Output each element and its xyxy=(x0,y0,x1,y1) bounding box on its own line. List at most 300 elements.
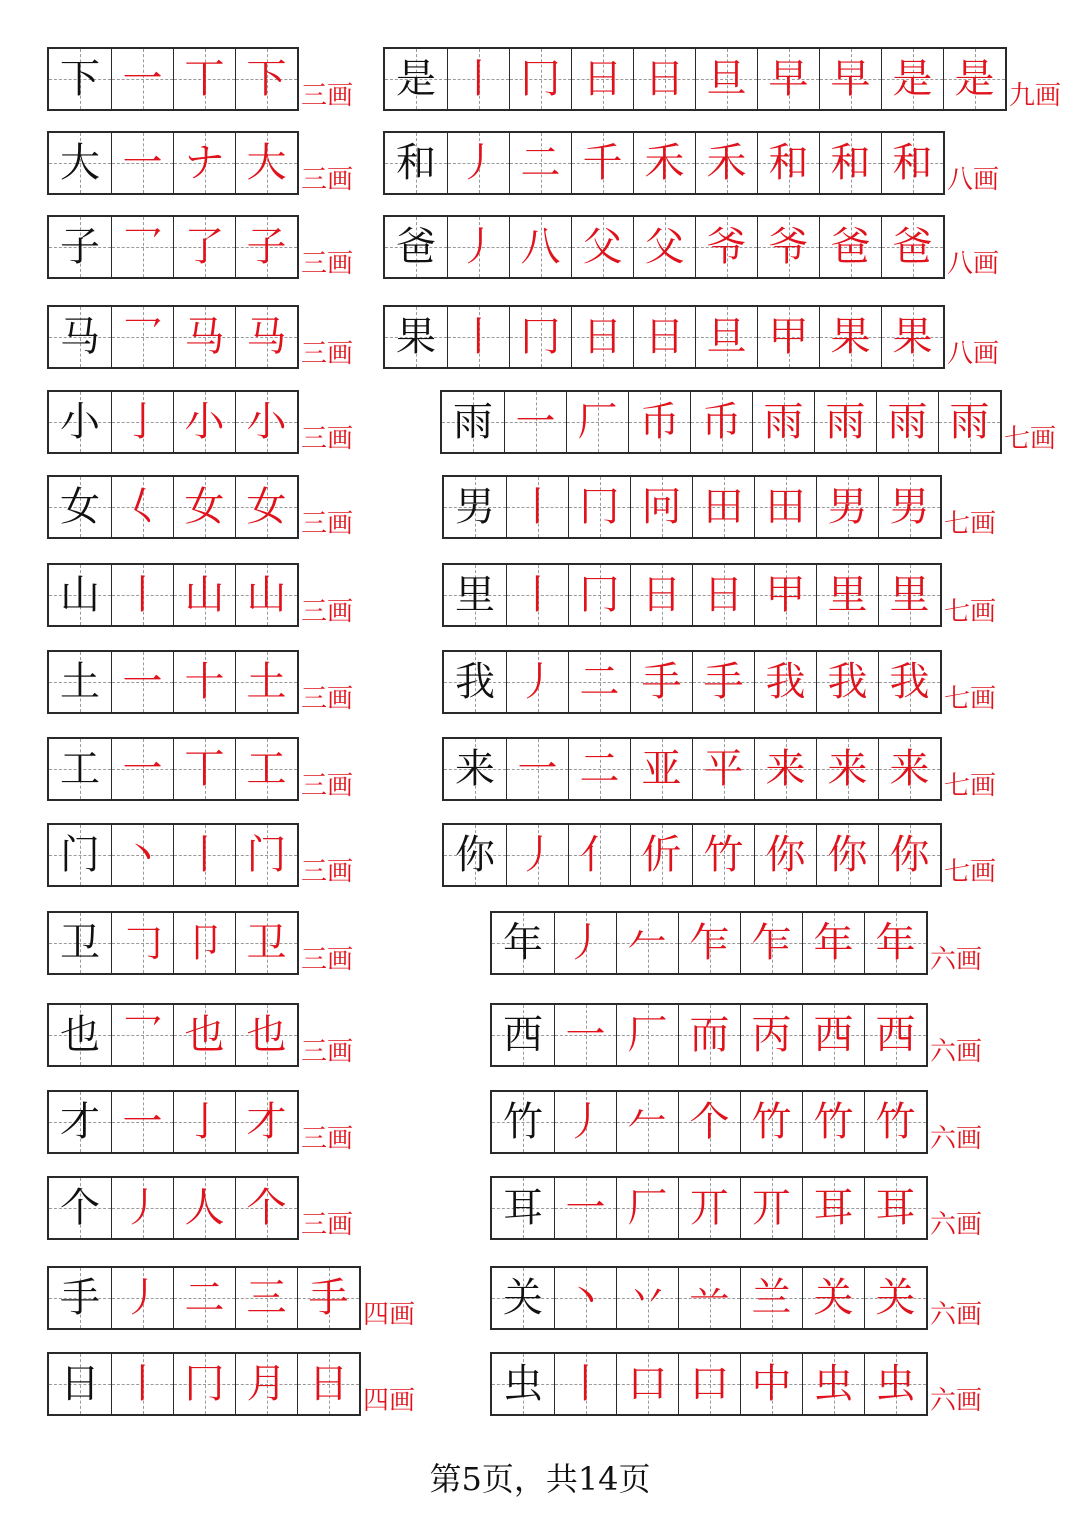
main-character: 小 xyxy=(60,399,100,445)
stroke-step-cell xyxy=(173,1178,235,1238)
stroke-step-cell xyxy=(173,49,235,109)
main-character-cell xyxy=(49,307,111,367)
stroke-step: 山 xyxy=(246,572,287,618)
main-character: 才 xyxy=(60,1099,100,1145)
stroke-step: 日 xyxy=(644,314,685,360)
stroke-step-cell xyxy=(568,565,630,625)
stroke-step: 丿 xyxy=(565,920,606,966)
stroke-step-cell xyxy=(111,307,173,367)
stroke-step: 甲 xyxy=(768,314,809,360)
stroke-step-cell xyxy=(173,477,235,537)
character-row xyxy=(47,1266,415,1330)
stroke-step-cell xyxy=(692,739,754,799)
stroke-step: 乍 xyxy=(751,920,792,966)
stroke-step: 丨 xyxy=(565,1361,606,1407)
stroke-count-label: 三画 xyxy=(301,339,354,369)
writing-grid xyxy=(47,305,299,369)
main-character-cell xyxy=(49,825,111,885)
main-character-cell xyxy=(385,307,447,367)
stroke-step: 个 xyxy=(246,1185,287,1231)
stroke-step-cell xyxy=(878,825,940,885)
stroke-step-cell xyxy=(111,913,173,973)
stroke-step: 厂 xyxy=(627,1012,668,1058)
stroke-step: 了 xyxy=(184,224,225,270)
stroke-step: 三 xyxy=(246,1275,287,1321)
stroke-step: 果 xyxy=(830,314,871,360)
stroke-step-cell xyxy=(757,217,819,277)
stroke-step: 手 xyxy=(703,659,744,705)
stroke-step-cell xyxy=(506,477,568,537)
stroke-step-cell xyxy=(692,477,754,537)
stroke-step-cell xyxy=(111,477,173,537)
stroke-step: 冋 xyxy=(641,484,682,530)
stroke-step: 亚 xyxy=(641,746,682,792)
main-character-cell xyxy=(492,1005,554,1065)
stroke-step-cell xyxy=(568,825,630,885)
main-character-cell xyxy=(49,1354,111,1414)
stroke-step-cell xyxy=(802,913,864,973)
stroke-step-cell xyxy=(616,913,678,973)
main-character-cell xyxy=(49,1092,111,1152)
stroke-step: 二 xyxy=(520,140,561,186)
writing-grid xyxy=(47,1352,361,1416)
stroke-step: 禾 xyxy=(706,140,747,186)
stroke-step: 丨 xyxy=(458,314,499,360)
character-row xyxy=(47,215,353,279)
stroke-step: 雨 xyxy=(825,399,866,445)
stroke-step: 年 xyxy=(813,920,854,966)
stroke-step: 竹 xyxy=(703,832,744,878)
character-row xyxy=(490,911,982,975)
stroke-count-label: 六画 xyxy=(930,945,983,975)
stroke-step-cell xyxy=(568,652,630,712)
stroke-step: 丨 xyxy=(184,832,225,878)
writing-grid xyxy=(442,737,942,801)
stroke-step: 丶 xyxy=(565,1275,606,1321)
stroke-step: 手 xyxy=(641,659,682,705)
stroke-step: 中 xyxy=(751,1361,792,1407)
main-character: 竹 xyxy=(503,1099,543,1145)
main-character: 是 xyxy=(396,56,436,102)
stroke-step-cell xyxy=(633,307,695,367)
main-character-cell xyxy=(444,565,506,625)
stroke-step: 早 xyxy=(830,56,871,102)
stroke-step: 下 xyxy=(246,56,287,102)
stroke-step: 里 xyxy=(827,572,868,618)
main-character: 个 xyxy=(60,1185,100,1231)
stroke-step: 关 xyxy=(875,1275,916,1321)
stroke-step-cell xyxy=(633,217,695,277)
character-row xyxy=(47,475,353,539)
stroke-step-cell xyxy=(630,477,692,537)
writing-grid xyxy=(383,215,945,279)
stroke-step: 丿 xyxy=(565,1099,606,1145)
stroke-step: 我 xyxy=(889,659,930,705)
main-character: 关 xyxy=(503,1275,543,1321)
character-row xyxy=(47,737,353,801)
stroke-step: 𠂉 xyxy=(627,1099,668,1145)
stroke-step-cell xyxy=(235,1354,297,1414)
stroke-count-label: 三画 xyxy=(301,424,354,454)
stroke-step-cell xyxy=(111,652,173,712)
stroke-step-cell xyxy=(111,1354,173,1414)
stroke-step: 丿 xyxy=(517,832,558,878)
stroke-step-cell xyxy=(802,1354,864,1414)
stroke-step-cell xyxy=(173,307,235,367)
writing-grid xyxy=(47,911,299,975)
stroke-step: 是 xyxy=(892,56,933,102)
writing-grid xyxy=(47,563,299,627)
main-character: 马 xyxy=(60,314,100,360)
stroke-step: 丿 xyxy=(122,1275,163,1321)
stroke-step-cell xyxy=(819,217,881,277)
writing-grid xyxy=(47,1003,299,1067)
writing-grid xyxy=(442,563,942,627)
character-row xyxy=(47,1176,353,1240)
character-row xyxy=(442,475,996,539)
writing-grid xyxy=(47,823,299,887)
stroke-count-label: 三画 xyxy=(301,165,354,195)
stroke-step: 马 xyxy=(184,314,225,360)
character-row xyxy=(442,737,996,801)
stroke-step: 丌 xyxy=(689,1185,730,1231)
stroke-step-cell xyxy=(506,825,568,885)
stroke-step: 卩 xyxy=(184,920,225,966)
stroke-step: 冂 xyxy=(520,56,561,102)
stroke-step: 工 xyxy=(246,746,287,792)
stroke-step: 一 xyxy=(122,140,163,186)
stroke-step: 冂 xyxy=(520,314,561,360)
character-row xyxy=(442,650,996,714)
stroke-count-label: 七画 xyxy=(944,684,997,714)
stroke-step: 西 xyxy=(875,1012,916,1058)
stroke-step-cell xyxy=(111,392,173,452)
writing-grid xyxy=(47,390,299,454)
stroke-step: 一 xyxy=(565,1185,606,1231)
stroke-step-cell xyxy=(447,133,509,193)
stroke-step: 八 xyxy=(520,224,561,270)
character-row xyxy=(442,563,996,627)
writing-grid xyxy=(47,650,299,714)
main-character-cell xyxy=(49,1178,111,1238)
stroke-step-cell xyxy=(173,825,235,885)
stroke-step: 丨 xyxy=(122,572,163,618)
stroke-step: 小 xyxy=(246,399,287,445)
stroke-step: 禾 xyxy=(644,140,685,186)
stroke-step: 丿 xyxy=(458,140,499,186)
stroke-step: 卫 xyxy=(246,920,287,966)
stroke-count-label: 六画 xyxy=(930,1300,983,1330)
stroke-step-cell xyxy=(864,1354,926,1414)
character-row xyxy=(490,1352,982,1416)
stroke-step: 和 xyxy=(830,140,871,186)
stroke-step-cell xyxy=(571,307,633,367)
main-character: 女 xyxy=(60,484,100,530)
stroke-step: 虫 xyxy=(875,1361,916,1407)
stroke-step-cell xyxy=(173,1092,235,1152)
stroke-step: 口 xyxy=(689,1361,730,1407)
main-character-cell xyxy=(49,652,111,712)
writing-grid xyxy=(47,1176,299,1240)
stroke-step-cell xyxy=(695,217,757,277)
stroke-step-cell xyxy=(819,307,881,367)
stroke-step-cell xyxy=(864,1092,926,1152)
stroke-step: 父 xyxy=(582,224,623,270)
main-character: 男 xyxy=(455,484,495,530)
stroke-step-cell xyxy=(111,133,173,193)
stroke-count-label: 八画 xyxy=(947,249,1000,279)
writing-grid xyxy=(47,131,299,195)
stroke-step: 二 xyxy=(579,746,620,792)
main-character-cell xyxy=(385,49,447,109)
stroke-step-cell xyxy=(757,49,819,109)
stroke-step: 二 xyxy=(184,1275,225,1321)
main-character: 日 xyxy=(60,1361,100,1407)
character-row xyxy=(47,131,353,195)
stroke-count-label: 七画 xyxy=(944,771,997,801)
stroke-step-cell xyxy=(754,825,816,885)
stroke-step-cell xyxy=(678,1178,740,1238)
character-row xyxy=(47,911,353,975)
stroke-step-cell xyxy=(754,477,816,537)
stroke-step: 女 xyxy=(246,484,287,530)
stroke-step: 亻 xyxy=(579,832,620,878)
stroke-step: 一 xyxy=(122,746,163,792)
stroke-step-cell xyxy=(816,477,878,537)
stroke-step-cell xyxy=(740,1268,802,1328)
stroke-step: 你 xyxy=(827,832,868,878)
stroke-step-cell xyxy=(173,913,235,973)
stroke-step: 乛 xyxy=(122,314,163,360)
stroke-step: 丨 xyxy=(517,484,558,530)
stroke-step-cell xyxy=(754,739,816,799)
writing-grid xyxy=(440,390,1002,454)
stroke-step: 而 xyxy=(689,1012,730,1058)
stroke-step: 丿 xyxy=(458,224,499,270)
stroke-step-cell xyxy=(235,392,297,452)
main-character-cell xyxy=(49,1005,111,1065)
stroke-step: 竹 xyxy=(751,1099,792,1145)
stroke-step: 虫 xyxy=(813,1361,854,1407)
character-row xyxy=(47,1003,353,1067)
stroke-step-cell xyxy=(616,1178,678,1238)
stroke-step: 丶 xyxy=(122,832,163,878)
stroke-step-cell xyxy=(447,217,509,277)
stroke-step-cell xyxy=(111,1178,173,1238)
stroke-count-label: 三画 xyxy=(301,945,354,975)
stroke-step-cell xyxy=(554,1178,616,1238)
character-row xyxy=(490,1090,982,1154)
stroke-step: 丙 xyxy=(751,1012,792,1058)
stroke-step-cell xyxy=(802,1178,864,1238)
stroke-step: 和 xyxy=(892,140,933,186)
stroke-step-cell xyxy=(757,133,819,193)
stroke-step-cell xyxy=(173,217,235,277)
character-row xyxy=(490,1176,982,1240)
stroke-step: 山 xyxy=(184,572,225,618)
stroke-step: 耳 xyxy=(813,1185,854,1231)
stroke-step: 爸 xyxy=(892,224,933,270)
stroke-step-cell xyxy=(235,133,297,193)
main-character-cell xyxy=(49,565,111,625)
writing-grid xyxy=(490,1176,928,1240)
stroke-step: 大 xyxy=(246,140,287,186)
stroke-step-cell xyxy=(111,825,173,885)
stroke-step-cell xyxy=(173,565,235,625)
stroke-step-cell xyxy=(616,1268,678,1328)
main-character-cell xyxy=(49,217,111,277)
stroke-step: 丨 xyxy=(458,56,499,102)
character-row xyxy=(47,823,353,887)
stroke-count-label: 七画 xyxy=(1004,424,1057,454)
stroke-step-cell xyxy=(881,49,943,109)
stroke-step: 你 xyxy=(765,832,806,878)
stroke-step: 来 xyxy=(889,746,930,792)
stroke-step: 个 xyxy=(689,1099,730,1145)
stroke-step: 厂 xyxy=(577,399,618,445)
main-character-cell xyxy=(444,739,506,799)
stroke-step-cell xyxy=(678,1354,740,1414)
stroke-step-cell xyxy=(864,1178,926,1238)
stroke-step: 一 xyxy=(122,56,163,102)
stroke-step-cell xyxy=(509,307,571,367)
stroke-step-cell xyxy=(878,652,940,712)
main-character-cell xyxy=(49,477,111,537)
stroke-step: 手 xyxy=(308,1275,349,1321)
stroke-step: 人 xyxy=(184,1185,225,1231)
main-character: 下 xyxy=(60,56,100,102)
stroke-step-cell xyxy=(630,739,692,799)
stroke-step: 雨 xyxy=(949,399,990,445)
stroke-step-cell xyxy=(173,652,235,712)
stroke-step: 竹 xyxy=(813,1099,854,1145)
stroke-step-cell xyxy=(566,392,628,452)
stroke-step: 马 xyxy=(246,314,287,360)
stroke-step: 土 xyxy=(246,659,287,705)
writing-grid xyxy=(442,650,942,714)
stroke-step-cell xyxy=(235,739,297,799)
stroke-step: 父 xyxy=(644,224,685,270)
stroke-count-label: 九画 xyxy=(1009,81,1062,111)
stroke-step: 厂 xyxy=(627,1185,668,1231)
stroke-step-cell xyxy=(235,652,297,712)
stroke-step: 我 xyxy=(827,659,868,705)
main-character-cell xyxy=(442,392,504,452)
main-character-cell xyxy=(49,392,111,452)
main-character: 大 xyxy=(60,140,100,186)
stroke-step: 一 xyxy=(515,399,556,445)
stroke-count-label: 三画 xyxy=(301,81,354,111)
stroke-step: 乍 xyxy=(689,920,730,966)
main-character-cell xyxy=(444,477,506,537)
stroke-step: 𠂉 xyxy=(627,920,668,966)
stroke-step-cell xyxy=(235,49,297,109)
main-character-cell xyxy=(444,825,506,885)
stroke-step-cell xyxy=(173,739,235,799)
stroke-step: 竹 xyxy=(875,1099,916,1145)
character-row xyxy=(47,47,353,111)
main-character: 土 xyxy=(60,659,100,705)
character-row xyxy=(47,1352,415,1416)
stroke-step: 田 xyxy=(765,484,806,530)
stroke-count-label: 三画 xyxy=(301,597,354,627)
stroke-count-label: 四画 xyxy=(363,1300,416,1330)
main-character: 你 xyxy=(455,832,495,878)
stroke-step-cell xyxy=(447,49,509,109)
stroke-count-label: 三画 xyxy=(301,249,354,279)
stroke-step-cell xyxy=(754,652,816,712)
stroke-step-cell xyxy=(235,825,297,885)
stroke-step: 䒑 xyxy=(689,1275,730,1321)
stroke-step: 十 xyxy=(184,659,225,705)
stroke-step: 你 xyxy=(889,832,930,878)
stroke-step: 男 xyxy=(827,484,868,530)
main-character: 工 xyxy=(60,746,100,792)
main-character-cell xyxy=(385,133,447,193)
stroke-step: 耳 xyxy=(875,1185,916,1231)
main-character: 虫 xyxy=(503,1361,543,1407)
stroke-step-cell xyxy=(616,1354,678,1414)
stroke-step: 丿 xyxy=(517,659,558,705)
main-character: 里 xyxy=(455,572,495,618)
stroke-step-cell xyxy=(630,825,692,885)
stroke-step-cell xyxy=(943,49,1005,109)
main-character-cell xyxy=(492,1354,554,1414)
stroke-step-cell xyxy=(173,133,235,193)
stroke-step: 关 xyxy=(813,1275,854,1321)
stroke-step-cell xyxy=(678,1268,740,1328)
stroke-step-cell xyxy=(111,49,173,109)
stroke-step-cell xyxy=(740,913,802,973)
stroke-step: 乛 xyxy=(122,1012,163,1058)
stroke-step: 也 xyxy=(184,1012,225,1058)
stroke-step: 丌 xyxy=(751,1185,792,1231)
stroke-step: 子 xyxy=(246,224,287,270)
stroke-step-cell xyxy=(878,477,940,537)
character-row xyxy=(442,823,996,887)
character-row xyxy=(383,305,999,369)
stroke-step-cell xyxy=(692,565,754,625)
main-character: 门 xyxy=(60,832,100,878)
stroke-step-cell xyxy=(802,1005,864,1065)
stroke-step-cell xyxy=(881,217,943,277)
stroke-step-cell xyxy=(864,913,926,973)
stroke-step-cell xyxy=(509,49,571,109)
stroke-step: 丨 xyxy=(517,572,558,618)
stroke-step-cell xyxy=(752,392,814,452)
stroke-step: 来 xyxy=(765,746,806,792)
stroke-count-label: 三画 xyxy=(301,509,354,539)
stroke-step-cell xyxy=(881,307,943,367)
writing-grid xyxy=(47,1090,299,1154)
stroke-step-cell xyxy=(554,1354,616,1414)
stroke-count-label: 八画 xyxy=(947,165,1000,195)
stroke-step: 旦 xyxy=(706,314,747,360)
stroke-step: 日 xyxy=(582,56,623,102)
stroke-step: 丨 xyxy=(122,1361,163,1407)
character-row xyxy=(47,390,353,454)
stroke-step: 男 xyxy=(889,484,930,530)
stroke-step-cell xyxy=(111,739,173,799)
character-row xyxy=(47,1090,353,1154)
writing-grid xyxy=(442,823,942,887)
stroke-step-cell xyxy=(111,1005,173,1065)
main-character: 我 xyxy=(455,659,495,705)
main-character-cell xyxy=(492,1092,554,1152)
stroke-step-cell xyxy=(633,133,695,193)
main-character-cell xyxy=(49,1268,111,1328)
stroke-step-cell xyxy=(235,1178,297,1238)
